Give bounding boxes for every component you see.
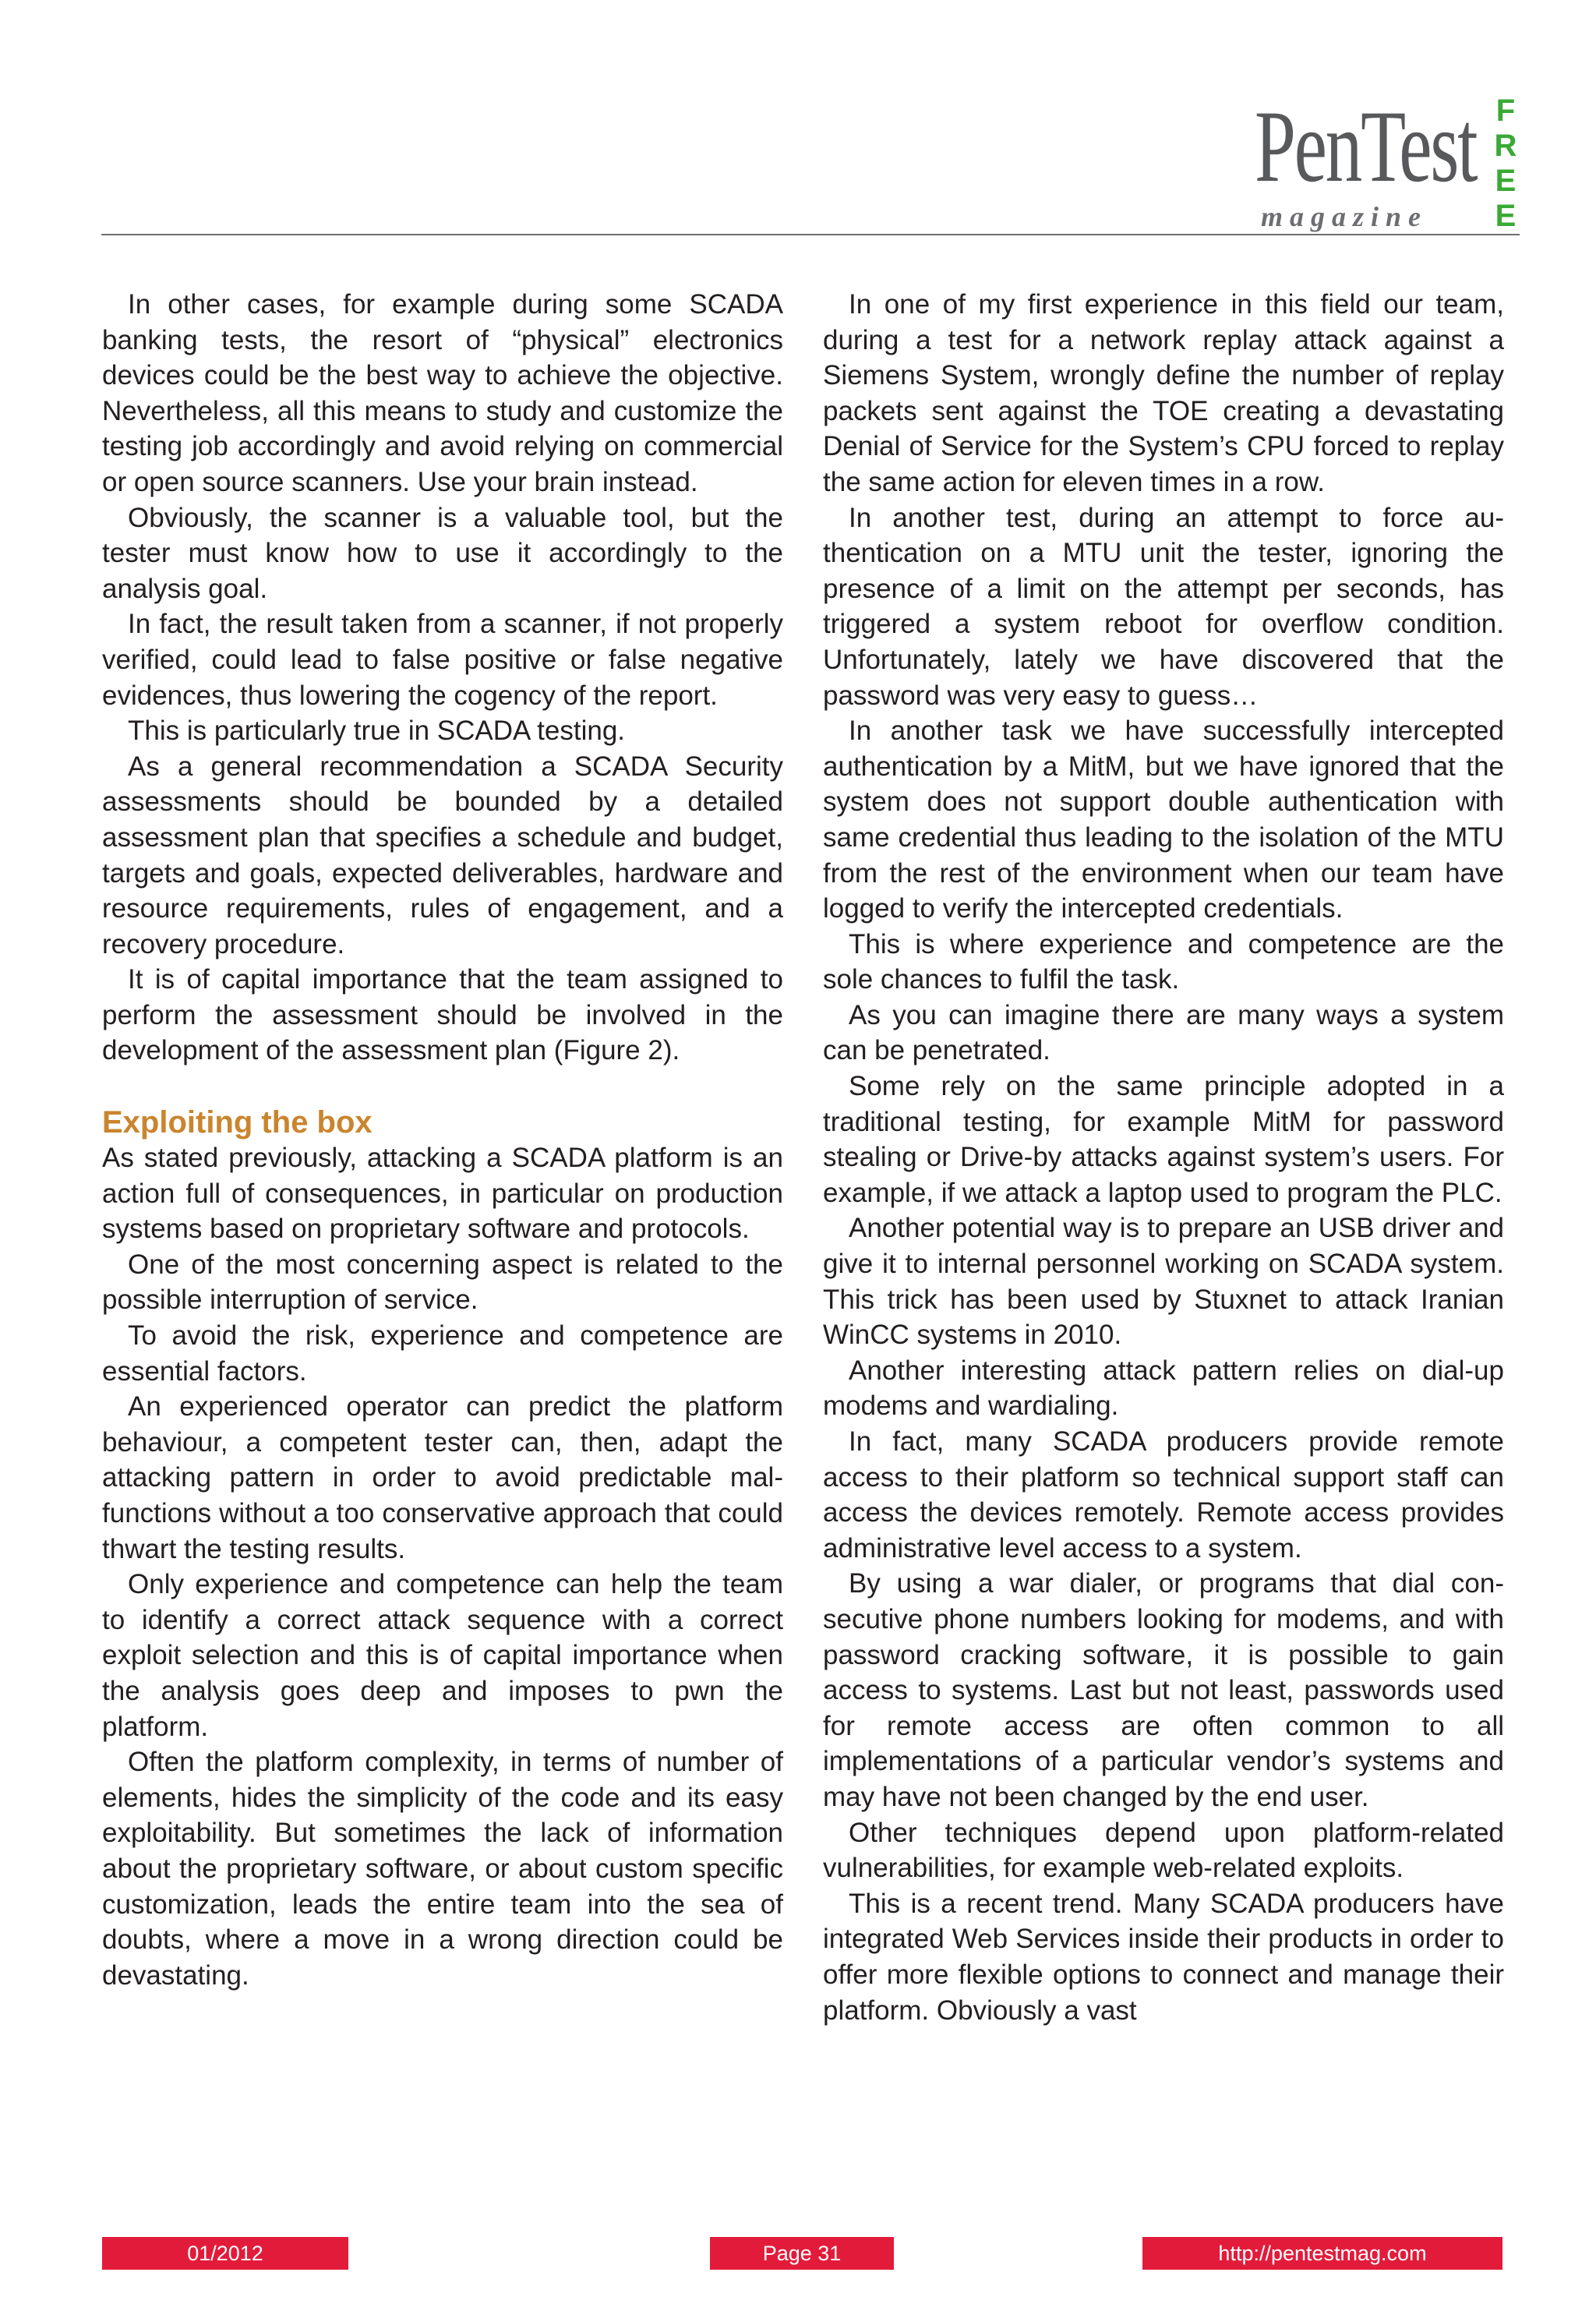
article-column-right [823, 287, 1504, 2028]
logo-wordmark: PenTest [1255, 89, 1477, 203]
logo-free-letter: E [1495, 164, 1517, 198]
article-paragraph: To avoid the risk, experience and competence are essential factors. [102, 1320, 783, 1387]
article-paragraph: Another potential way is to prepare an USB driver and give it to internal personnel working on SCADA system. This trick has been used by Stuxnet to attack Iranian WinCC systems in 2010. [823, 1213, 1504, 1351]
article-paragraph: It is of capital importance that the team assigned to perform the assessment should be involved in the development of the assessment plan (Figure 2). [102, 964, 783, 1066]
article-paragraph: An experienced operator can predict the platform behaviour, a competent tester can, then, adapt the attacking pattern in order to avoid predictable malfunctions without a too conservative approach that could thwart the testing results. [102, 1391, 783, 1564]
header-divider [101, 234, 1520, 235]
logo-subtitle: magazine [1261, 201, 1428, 232]
logo-free-badge [1492, 94, 1520, 234]
article-paragraph: Other techniques depend upon platform-related vulnerabilities, for example web-related exploits. [823, 1817, 1504, 1884]
footer-page-number: Page 31 [710, 2237, 894, 2270]
article-paragraph: In other cases, for example during some SCADA banking tests, the resort of “physical” electronics devices could be the best way to achieve the objective. Nevertheless, all this means to study and customize the testing job accordingly and avoid relying on commercial or open source scanners. Use your brain instead. [102, 289, 783, 497]
article-paragraph: Some rely on the same principle adopted in a traditional testing, for example MitM for password stealing or Drive-by attacks against system’s users. For example, if we attack a laptop used to program the PLC. [823, 1071, 1504, 1208]
pentest-magazine-logo [1247, 86, 1543, 234]
article-column-left [102, 287, 783, 1993]
logo-free-letter: E [1495, 199, 1517, 233]
logo-free-letter: R [1494, 129, 1517, 163]
article-paragraph: By using a war dialer, or programs that dial consecutive phone numbers looking for modems, and with password cracking software, it is possible to gain access to systems. Last but not least, passwords used for remote access are often common to all implementations of a particular vendor’s systems and may have not been changed by the end user. [823, 1568, 1504, 1812]
footer-website-link[interactable]: http://pentestmag.com [1142, 2237, 1502, 2270]
article-paragraph: Only experience and competence can help the team to identify a correct attack sequence with a correct exploit selection and this is of capital importance when the analysis goes deep and imposes to pwn the platform. [102, 1569, 783, 1742]
article-paragraph: In another test, during an attempt to force authentication on a MTU unit the tester, ignoring the presence of a limit on the attempt per seconds, has triggered a system reboot for overflow condition. Unfortunately, lately we have discovered that the password was very easy to guess… [823, 502, 1504, 711]
article-paragraph: As stated previously, attacking a SCADA platform is an action full of consequences, in particular on production systems based on proprietary software and protocols. [102, 1143, 783, 1245]
article-paragraph: This is a recent trend. Many SCADA producers have integrated Web Services inside their products in order to offer more flexible options to connect and manage their platform. Obviously a vast [823, 1888, 1504, 2026]
article-paragraph: This is where experience and competence are the sole chances to fulfil the task. [823, 928, 1504, 995]
article-paragraph: Obviously, the scanner is a valuable tool, but the tester must know how to use it accordingly to the analysis goal. [102, 502, 783, 604]
article-paragraph: Often the platform complexity, in terms of number of elements, hides the simplicity of the code and its easy exploitability. But sometimes the lack of information about the proprietary software, or about custom specific customization, leads the entire team into the sea of doubts, where a move in a wrong direction could be devastating. [102, 1747, 783, 1991]
article-paragraph: In fact, the result taken from a scanner, if not properly verified, could lead to false positive or false negative evidences, thus lowering the cogency of the report. [102, 609, 783, 711]
article-paragraph: In one of my first experience in this field our team, during a test for a network replay attack against a Siemens System, wrongly define the number of replay packets sent against the TOE creating a devastating Denial of Service for the System’s CPU forced to replay the same action for eleven times in a row. [823, 289, 1504, 497]
article-paragraph: In fact, many SCADA producers provide remote access to their platform so technical support staff can access the devices remotely. Remote access provides administrative level access to a system. [823, 1426, 1504, 1564]
logo-free-letter: F [1495, 94, 1516, 128]
article-paragraph: One of the most concerning aspect is related to the possible interruption of service. [102, 1249, 783, 1316]
section-heading: Exploiting the box [102, 1105, 373, 1140]
article-paragraph: As you can imagine there are many ways a system can be penetrated. [823, 999, 1504, 1066]
footer-issue-date: 01/2012 [102, 2237, 348, 2270]
article-paragraph: This is particularly true in SCADA testing. [128, 716, 626, 747]
article-paragraph: Another interesting attack pattern relies on dial-up modems and wardialing. [823, 1355, 1504, 1422]
article-paragraph: In another task we have successfully intercepted authentication by a MitM, but we have ignored that the system does not support double authentication with same credential thus leading to the isolation of the MTU from the rest of the environment when our team have logged to verify the intercepted credentials. [823, 716, 1504, 924]
article-paragraph: As a general recommendation a SCADA Security assessments should be bounded by a detailed assessment plan that specifies a schedule and budget, targets and goals, expected deliverables, hardware and resource requirements, rules of engagement, and a recovery procedure. [102, 751, 783, 959]
